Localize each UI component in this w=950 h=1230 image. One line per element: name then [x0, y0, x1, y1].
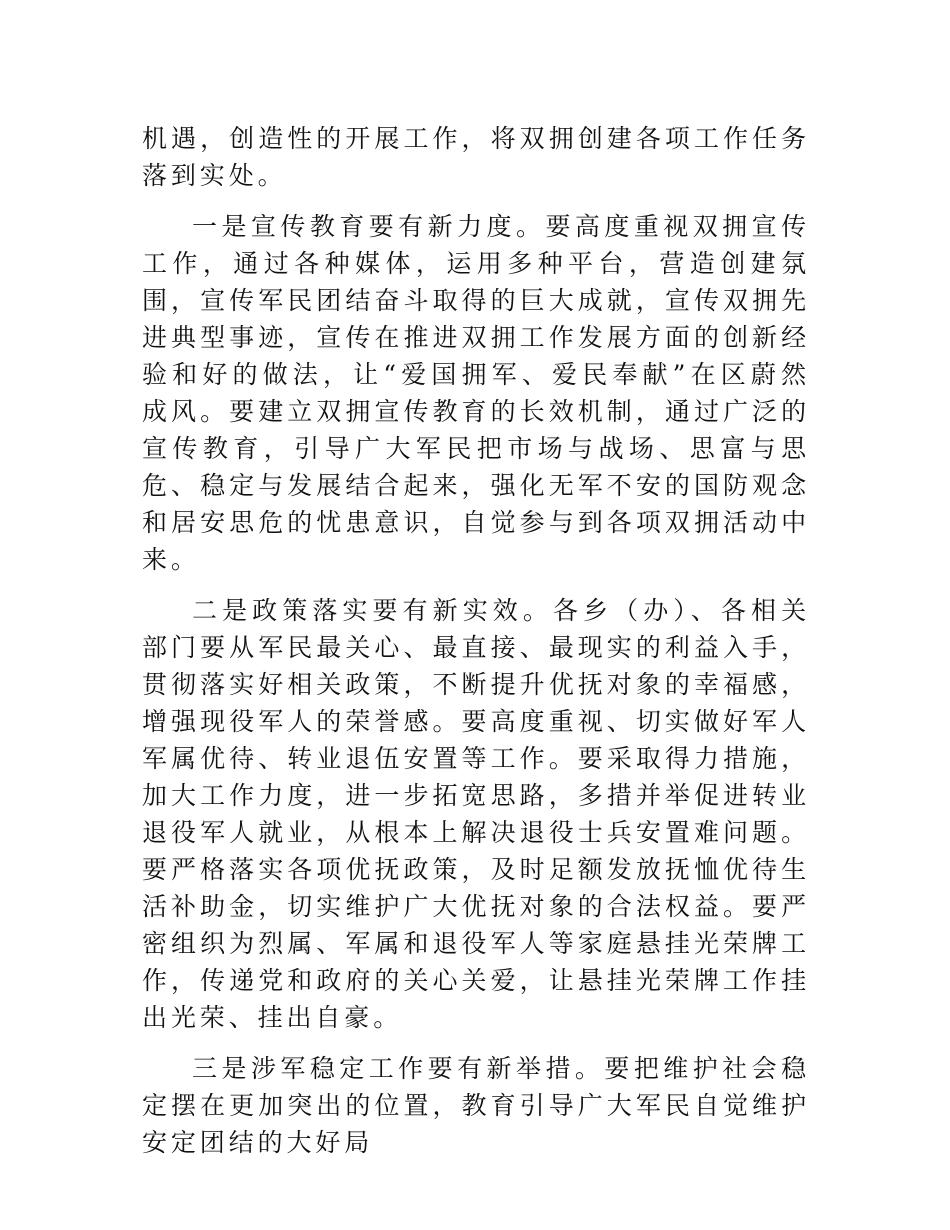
paragraph-policy-implementation: 二是政策落实要有新实效。各乡（办）、各相关部门要从军民最关心、最直接、最现实的利益入手，贯彻落实好相关政策，不断提升优抚对象的幸福感，增强现役军人的荣誉感。要高度重视、切实做好军人军属优待、转业退伍安置等工作。要采取得力措施，加大工作力度，进一步拓宽思路，多措并举促进转业退役军人就业，从根本上解决退役士兵安置难问题。要严格落实各项优抚政策，及时足额发放抚恤优待生活补助金，切实维护广大优抚对象的合法权益。要严密组织为烈属、军属和退役军人等家庭悬挂光荣牌工作，传递党和政府的关心关爱，让悬挂光荣牌工作挂出光荣、挂出自豪。 [142, 596, 810, 1032]
paragraph-publicity-education: 一是宣传教育要有新力度。要高度重视双拥宣传工作，通过各种媒体，运用多种平台，营造创建氛围，宣传军民团结奋斗取得的巨大成就，宣传双拥先进典型事迹，宣传在推进双拥工作发展方面的创新经验和好的做法，让“爱国拥军、爱民奉献”在区蔚然成风。要建立双拥宣传教育的长效机制，通过广泛的宣传教育，引导广大军民把市场与战场、思富与思危、稳定与发展结合起来，强化无军不安的国防观念和居安思危的忧患意识，自觉参与到各项双拥活动中来。 [142, 212, 810, 574]
paragraph-continuation: 机遇，创造性的开展工作，将双拥创建各项工作任务落到实处。 [142, 124, 810, 190]
paragraph-military-stability: 三是涉军稳定工作要有新举措。要把维护社会稳定摆在更加突出的位置，教育引导广大军民自觉维护安定团结的大好局 [142, 1054, 810, 1157]
document-body [142, 120, 810, 1175]
